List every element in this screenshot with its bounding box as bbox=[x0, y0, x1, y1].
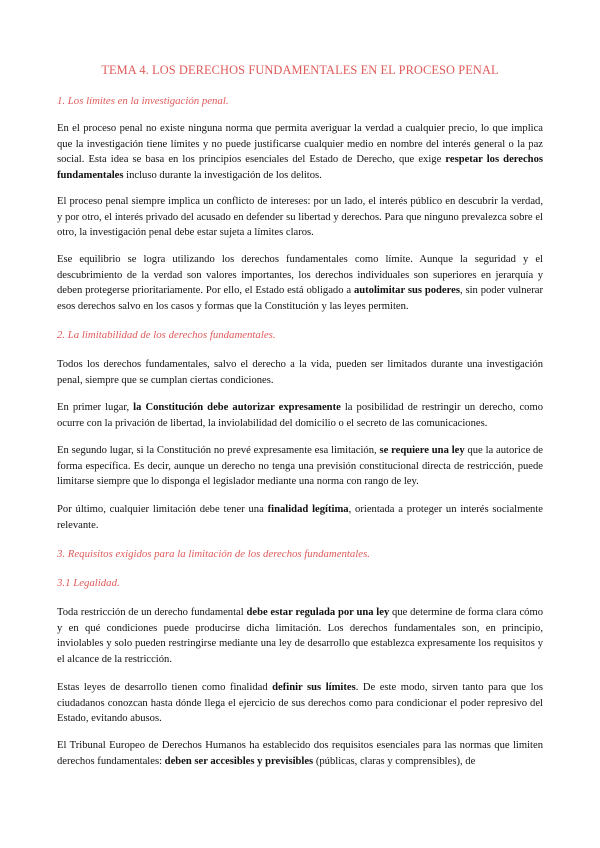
text-span: (públicas, claras y comprensibles), de bbox=[313, 755, 476, 767]
text-span: En primer lugar, bbox=[57, 402, 134, 413]
section-1-paragraph-2: El proceso penal siempre implica un conflicto de intereses: por un lado, el interés público en descubrir la verdad, y por otro, el interés privado del acusado en defender su libertad y derechos. Para que ninguno prevalezca sobre el otro, la investigación penal debe estar sujeta a límites claros. bbox=[57, 196, 543, 239]
text-span: Ese equilibrio se logra utilizando los derechos fundamentales como límite. Aunque la seguridad y el descubrimiento de la verdad son valores importantes, los derechos individuales son superiores en jerarquía y deben protegerse prioritariamente. Por ello, el Estado está obligado a bbox=[57, 254, 543, 297]
bold-span: autolimitar sus poderes bbox=[353, 285, 460, 297]
text-span: En segundo lugar, si la Constitución no prevé expresamente esa limitación, bbox=[57, 445, 380, 456]
bold-span: se requiere una ley bbox=[379, 445, 465, 456]
section-3-paragraph-2 bbox=[57, 680, 543, 727]
text-span: . De este modo, sirven tanto para que los ciudadanos conozcan hasta dónde llega el ejercicio de sus derechos como para condicionar el poder represivo del Estado, evitando abusos. bbox=[57, 682, 543, 725]
text-span: , orientada a proteger un interés socialmente relevante. bbox=[57, 504, 544, 531]
text-span: En el proceso penal no existe ninguna norma que permita averiguar la verdad a cualquier precio, lo que implica que la investigación tiene límites y no puede justificarse cualquier medio en nombre del interés general o la paz social. Esta idea se basa en los principios esenciales del Estado de Derecho, que exige bbox=[57, 123, 543, 166]
section-3-paragraph-1 bbox=[57, 605, 543, 667]
bold-span: definir sus límites bbox=[272, 682, 356, 693]
text-span: que la autorice de forma específica. Es decir, aunque un derecho no tenga una previsión constitucional directa de restricción, puede limitarse siempre que lo disponga el legislador mediante una norma con rango de ley. bbox=[57, 445, 543, 488]
bold-span: debe estar regulada por una ley bbox=[246, 607, 390, 618]
section-3-heading: 3. Requisitos exigidos para la limitación de los derechos fundamentales. bbox=[57, 548, 370, 560]
bold-span: respetar los derechos fundamentales bbox=[57, 154, 543, 181]
bold-span: la Constitución debe autorizar expresamente bbox=[133, 402, 341, 413]
text-span: incluso durante la investigación de los delitos. bbox=[123, 169, 322, 181]
section-1-paragraph-3 bbox=[57, 252, 543, 314]
section-1-heading: 1. Los límites en la investigación penal. bbox=[57, 95, 229, 107]
bold-span: deben ser accesibles y previsibles bbox=[164, 755, 314, 767]
section-2-heading: 2. La limitabilidad de los derechos fundamentales. bbox=[57, 329, 276, 341]
text-span: Por último, cualquier limitación debe tener una bbox=[57, 504, 268, 515]
section-2-paragraph-3 bbox=[57, 443, 543, 490]
section-1-paragraph-1 bbox=[57, 121, 543, 183]
text-span: , sin poder vulnerar esos derechos salvo en los casos y formas que la Constitución y las leyes permiten. bbox=[57, 285, 543, 312]
text-span: El Tribunal Europeo de Derechos Humanos ha establecido dos requisitos esenciales para las normas que limiten derechos fundamentales: bbox=[57, 740, 543, 767]
section-3-1-heading: 3.1 Legalidad. bbox=[57, 577, 120, 589]
bold-span: finalidad legítima bbox=[267, 504, 349, 515]
text-span: Estas leyes de desarrollo tienen como finalidad bbox=[57, 682, 273, 693]
text-span: la posibilidad de restringir un derecho, como ocurre con la privación de libertad, la inviolabilidad del domicilio o el secreto de las comunicaciones. bbox=[57, 402, 544, 429]
section-3-paragraph-3 bbox=[57, 738, 543, 769]
text-span: Toda restricción de un derecho fundamental bbox=[57, 607, 247, 618]
document-title: TEMA 4. LOS DERECHOS FUNDAMENTALES EN EL PROCESO PENAL bbox=[101, 63, 499, 77]
text-span: que determine de forma clara cómo y en qué condiciones puede producirse dicha limitación. Los derechos fundamentales son, en principio, inviolables y solo pueden restringirse mediante una ley de desarrollo que establezca expresamente los requisitos y el alcance de la restricción. bbox=[57, 607, 543, 665]
section-2-paragraph-2 bbox=[57, 400, 543, 431]
section-2-paragraph-1: Todos los derechos fundamentales, salvo el derecho a la vida, pueden ser limitados durante una investigación penal, siempre que se cumplan ciertas condiciones. bbox=[57, 359, 543, 386]
section-2-paragraph-4 bbox=[57, 502, 543, 533]
